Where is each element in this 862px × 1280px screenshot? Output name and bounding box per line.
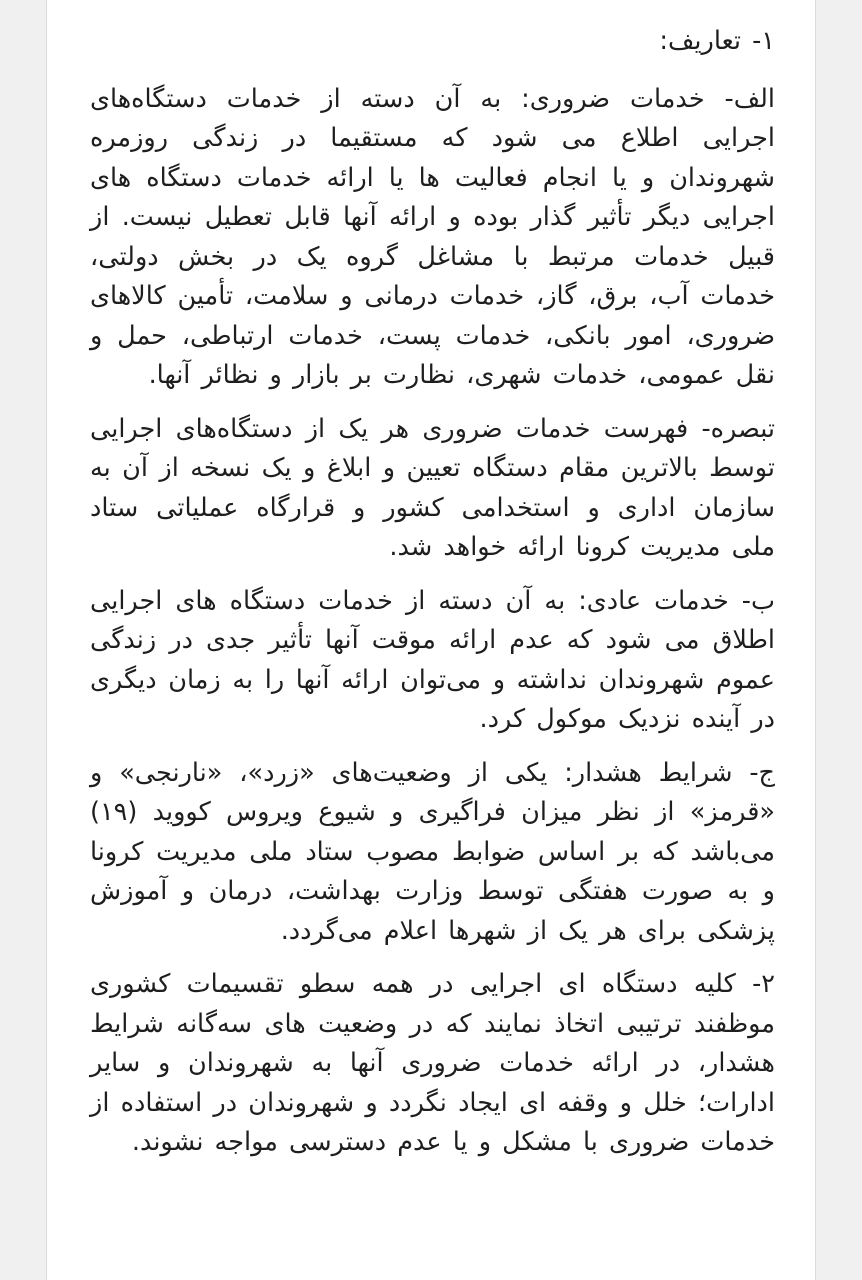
document-body (90, 22, 775, 1177)
left-margin (0, 0, 46, 1280)
paragraph-essential-services: الف- خدمات ضروری: به آن دسته از خدمات دستگاه‌های اجرایی اطلاع می شود که مستقیما در زندگی روزمره شهروندان و یا انجام فعالیت ها یا ارائه خدمات دستگاه های اجرایی دیگر تأثیر گذار بوده و ارائه آنها قابل تعطیل نیست. از قبیل خدمات مرتبط با مشاغل گروه یک در بخش دولتی، خدمات آب، برق، گاز، خدمات درمانی و سلامت، تأمین کالاهای ضروری، امور بانکی، خدمات پست، خدمات ارتباطی، حمل و نقل عمومی، خدمات شهری، نظارت بر بازار و نظائر آنها. (90, 83, 775, 390)
section-heading: ۱- تعاریف: (659, 26, 775, 56)
paragraph-agencies-obligation: ۲- کلیه دستگاه ای اجرایی در همه سطو تقسیمات کشوری موظفند ترتیبی اتخاذ نمایند که در وضعیت های سه‌گانه شرایط هشدار، در ارائه خدمات ضروری آنها به شهروندان و سایر ادارات؛ خلل و وقفه ای ایجاد نگردد و شهروندان در استفاده از خدمات ضروری با مشکل و یا عدم دسترسی مواجه نشوند. (90, 969, 775, 1157)
paragraph-note: تبصره- فهرست خدمات ضروری هر یک از دستگاه‌های اجرایی توسط بالاترین مقام دستگاه تعیین و ابلاغ و یک نسخه از آن به سازمان اداری و استخدامی کشور و قرارگاه عملیاتی ستاد ملی مدیریت کرونا ارائه خواهد شد. (90, 413, 775, 562)
right-margin (816, 0, 862, 1280)
paragraph-alert-conditions: ج- شرایط هشدار: یکی از وضعیت‌های «زرد»، «نارنجی» و «قرمز» از نظر میزان فراگیری و شیوع ویروس کووید (۱۹) می‌باشد که بر اساس ضوابط مصوب ستاد ملی مدیریت کرونا و به صورت هفتگی توسط وزارت بهداشت، درمان و آموزش پزشکی برای هر یک از شهرها اعلام می‌گردد. (90, 757, 775, 946)
document-page (46, 0, 816, 1280)
paragraph-regular-services: ب- خدمات عادی: به آن دسته از خدمات دستگاه های اجرایی اطلاق می شود که عدم ارائه موقت آنها تأثیر جدی در زندگی عموم شهروندان نداشته و می‌توان ارائه آنها را به زمان دیگری در آینده نزدیک موکول کرد. (90, 585, 775, 734)
